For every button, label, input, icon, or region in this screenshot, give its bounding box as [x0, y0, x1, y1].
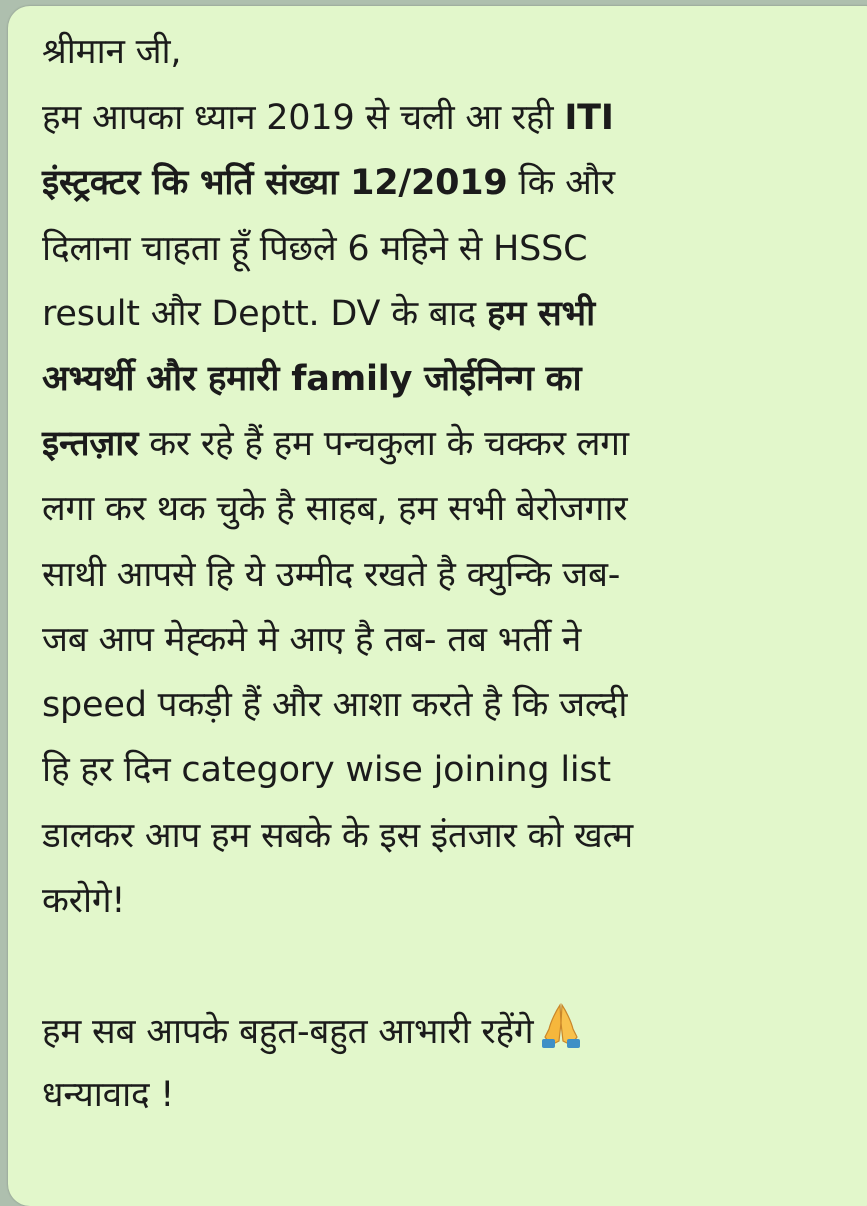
line-3: दिलाना चाहता हूँ पिछले 6 महिने से HSSC: [42, 229, 588, 269]
message-bubble[interactable]: [8, 6, 867, 1206]
line-1: [42, 86, 614, 151]
line-6: [42, 412, 629, 477]
line-2: [42, 151, 615, 216]
line-6-text: कर रहे हैं हम पन्चकुला के चक्कर लगा: [138, 424, 629, 464]
line-6-bold: इन्तज़ार: [42, 424, 139, 464]
line-9: जब आप मेह्कमे मे आए है तब- तब भर्ती ने: [42, 620, 582, 660]
line-4: [42, 282, 595, 347]
line-2-bold: इंस्ट्रक्टर कि भर्ति संख्या 12/2019: [42, 163, 508, 203]
signoff-line: धन्यावाद !: [42, 1075, 175, 1115]
line-1-text: हम आपका ध्यान 2019 से चली आ रही: [42, 98, 565, 138]
line-10: speed पकड़ी हैं और आशा करते है कि जल्दी: [42, 685, 628, 725]
line-12: डालकर आप हम सबके के इस इंतजार को खत्म: [42, 816, 633, 856]
folded-hands-icon: [539, 1001, 583, 1071]
greeting-line: श्रीमान जी,: [42, 32, 182, 72]
line-4-bold: हम सभी: [486, 294, 595, 334]
line-5: [42, 347, 581, 412]
line-11: हि हर दिन category wise joining list: [42, 750, 611, 790]
line-7: लगा कर थक चुके है साहब, हम सभी बेरोजगार: [42, 489, 628, 529]
thanks-text: हम सब आपके बहुत-बहुत आभारी रहेंगे: [42, 1012, 534, 1052]
line-13: करोगे!: [42, 881, 126, 921]
line-4-text: result और Deptt. DV के बाद: [42, 294, 487, 334]
line-2-text: कि और: [507, 163, 615, 203]
thanks-line: [42, 1000, 583, 1065]
line-5-bold: अभ्यर्थी और हमारी family जोईनिन्ग का: [42, 359, 582, 399]
line-8: साथी आपसे हि ये उम्मीद रखते है क्युन्कि जब-: [42, 555, 621, 595]
line-1-bold: ITI: [564, 98, 614, 138]
